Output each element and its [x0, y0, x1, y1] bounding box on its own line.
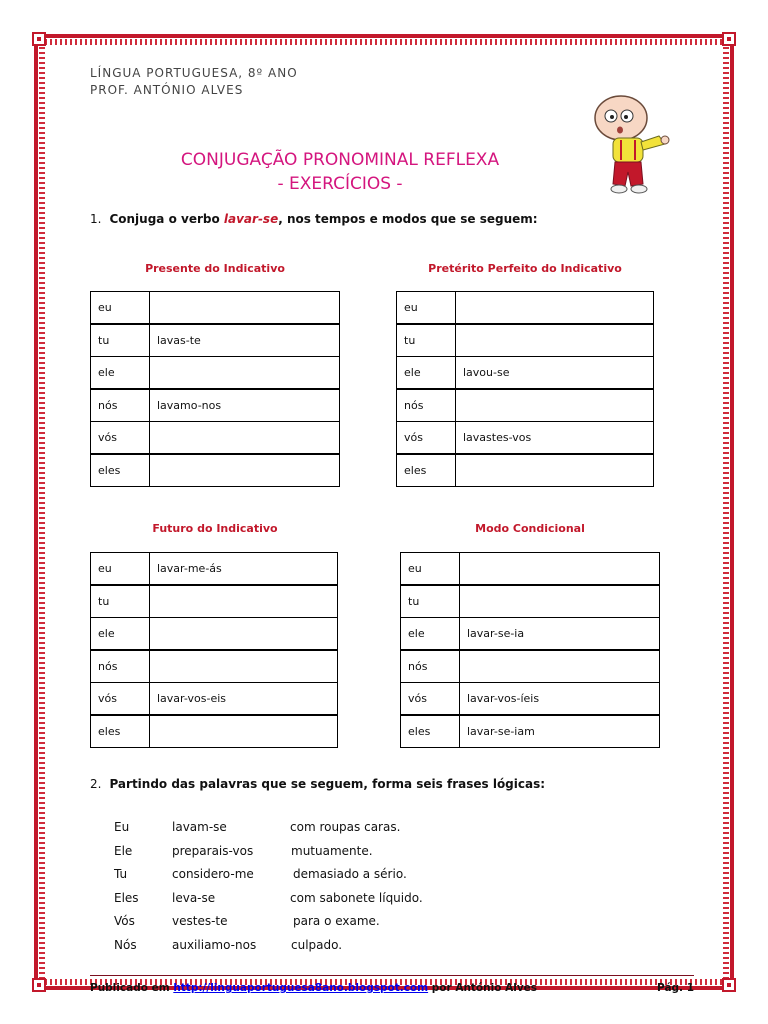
answer-cell[interactable]: lavar-se-ia: [460, 618, 660, 651]
footer-divider: [90, 975, 694, 976]
answer-cell[interactable]: [456, 324, 654, 357]
answer-cell[interactable]: [460, 553, 660, 586]
conjugation-table-futuro: [90, 552, 338, 748]
table-title-futuro: Futuro do Indicativo: [152, 522, 278, 535]
pronoun-cell: ele: [91, 357, 150, 390]
answer-cell[interactable]: [460, 650, 660, 683]
conjugation-table-presente: [90, 291, 340, 487]
verb-highlight: lavar-se: [223, 212, 279, 226]
question-1: [90, 212, 538, 226]
corner-ornament: [32, 32, 46, 46]
answer-cell[interactable]: lavar-vos-íeis: [460, 683, 660, 716]
table-row: [397, 357, 654, 390]
complement-word: demasiado a sério.: [293, 867, 407, 881]
answer-cell[interactable]: [150, 357, 340, 390]
table-row: [401, 715, 660, 748]
pronoun-cell: ele: [401, 618, 460, 651]
subject-word: Nós: [114, 937, 137, 952]
complement-word: mutuamente.: [291, 843, 373, 858]
border-pattern-left: [39, 40, 45, 984]
answer-cell[interactable]: [150, 454, 340, 487]
page-title: CONJUGAÇÃO PRONOMINAL REFLEXA: [180, 150, 500, 170]
answer-cell[interactable]: [150, 422, 340, 455]
table-row: [397, 454, 654, 487]
pronoun-cell: eu: [91, 553, 150, 586]
table-title-condicional: Modo Condicional: [475, 522, 585, 535]
complement-word: culpado.: [291, 937, 343, 952]
pronoun-cell: vós: [397, 422, 456, 455]
table-row: [91, 585, 338, 618]
pronoun-cell: eu: [397, 292, 456, 325]
verb-word: vestes-te: [172, 914, 228, 928]
answer-cell[interactable]: lavamo-nos: [150, 389, 340, 422]
table-row: [91, 683, 338, 716]
border-pattern-right: [723, 40, 729, 984]
pronoun-cell: eles: [401, 715, 460, 748]
pronoun-cell: tu: [91, 585, 150, 618]
table-row: [397, 389, 654, 422]
subject-word: Vós: [114, 914, 135, 928]
table-title-presente: Presente do Indicativo: [145, 262, 285, 275]
footer-published-label: Publicado em: [90, 982, 174, 994]
table-row: [91, 357, 340, 390]
question-number: 1.: [90, 212, 102, 226]
table-row: [91, 454, 340, 487]
answer-cell[interactable]: [456, 292, 654, 325]
answer-cell[interactable]: [150, 650, 338, 683]
verb-word: lavam-se: [172, 820, 227, 834]
question-text: , nos tempos e modos que se seguem:: [278, 212, 538, 226]
pronoun-cell: nós: [91, 389, 150, 422]
pronoun-cell: eles: [91, 454, 150, 487]
pronoun-cell: vós: [401, 683, 460, 716]
verb-word: auxiliamo-nos: [172, 937, 257, 952]
table-row: [401, 618, 660, 651]
pronoun-cell: eles: [397, 454, 456, 487]
pronoun-cell: eu: [91, 292, 150, 325]
border-pattern-top: [40, 39, 728, 45]
table-row: [401, 650, 660, 683]
answer-cell[interactable]: lavar-vos-eis: [150, 683, 338, 716]
corner-ornament: [32, 978, 46, 992]
answer-cell[interactable]: [456, 389, 654, 422]
table-row: [91, 618, 338, 651]
table-row: [401, 553, 660, 586]
question-2: [90, 777, 545, 791]
cartoon-baby-icon: [585, 88, 675, 198]
table-row: [91, 650, 338, 683]
table-row: [91, 553, 338, 586]
pronoun-cell: tu: [91, 324, 150, 357]
page-number: Pág. 1: [657, 982, 694, 994]
pronoun-cell: tu: [397, 324, 456, 357]
table-row: [91, 389, 340, 422]
table-row: [91, 715, 338, 748]
pronoun-cell: nós: [401, 650, 460, 683]
corner-ornament: [722, 978, 736, 992]
table-row: [397, 422, 654, 455]
blog-link[interactable]: http://linguaportuguesa8ano.blogspot.com: [173, 982, 429, 994]
pronoun-cell: eles: [91, 715, 150, 748]
pronoun-cell: ele: [91, 618, 150, 651]
answer-cell[interactable]: [150, 292, 340, 325]
table-row: [397, 324, 654, 357]
table-title-preterito: Pretérito Perfeito do Indicativo: [428, 262, 622, 275]
complement-word: com sabonete líquido.: [290, 890, 423, 905]
table-row: [91, 292, 340, 325]
verb-word: leva-se: [172, 890, 216, 905]
answer-cell[interactable]: lavou-se: [456, 357, 654, 390]
subject-word: Eu: [114, 820, 130, 834]
pronoun-cell: nós: [91, 650, 150, 683]
conjugation-table-condicional: [400, 552, 660, 748]
table-row: [401, 585, 660, 618]
page-subtitle: - EXERCÍCIOS -: [277, 174, 403, 194]
subject-word: Tu: [114, 867, 128, 881]
pronoun-cell: eu: [401, 553, 460, 586]
footer: [90, 982, 694, 994]
complement-word: com roupas caras.: [290, 820, 401, 834]
answer-cell[interactable]: lavastes-vos: [456, 422, 654, 455]
verb-word: considero-me: [172, 867, 254, 881]
table-row: [401, 683, 660, 716]
subject-word: Eles: [114, 890, 139, 905]
question-text: Conjuga o verbo: [109, 212, 224, 226]
verb-word: preparais-vos: [172, 843, 254, 858]
complement-word: para o exame.: [293, 914, 380, 928]
pronoun-cell: tu: [401, 585, 460, 618]
answer-cell[interactable]: [456, 454, 654, 487]
header-teacher: PROF. ANTÓNIO ALVES: [90, 83, 244, 97]
corner-ornament: [722, 32, 736, 46]
table-row: [397, 292, 654, 325]
table-row: [91, 324, 340, 357]
answer-cell[interactable]: [150, 715, 338, 748]
pronoun-cell: vós: [91, 683, 150, 716]
footer-author: por António Alves: [428, 982, 538, 994]
answer-cell[interactable]: lavar-se-iam: [460, 715, 660, 748]
answer-cell[interactable]: lavas-te: [150, 324, 340, 357]
answer-cell[interactable]: [460, 585, 660, 618]
question-number: 2.: [90, 777, 102, 791]
answer-cell[interactable]: [150, 585, 338, 618]
subject-word: Ele: [114, 843, 133, 858]
question-text: Partindo das palavras que se seguem, forma seis frases lógicas:: [109, 777, 546, 791]
pronoun-cell: vós: [91, 422, 150, 455]
answer-cell[interactable]: [150, 618, 338, 651]
header-subject: LÍNGUA PORTUGUESA, 8º ANO: [90, 66, 298, 80]
table-row: [91, 422, 340, 455]
pronoun-cell: ele: [397, 357, 456, 390]
pronoun-cell: nós: [397, 389, 456, 422]
conjugation-table-preterito: [396, 291, 654, 487]
answer-cell[interactable]: lavar-me-ás: [150, 553, 338, 586]
